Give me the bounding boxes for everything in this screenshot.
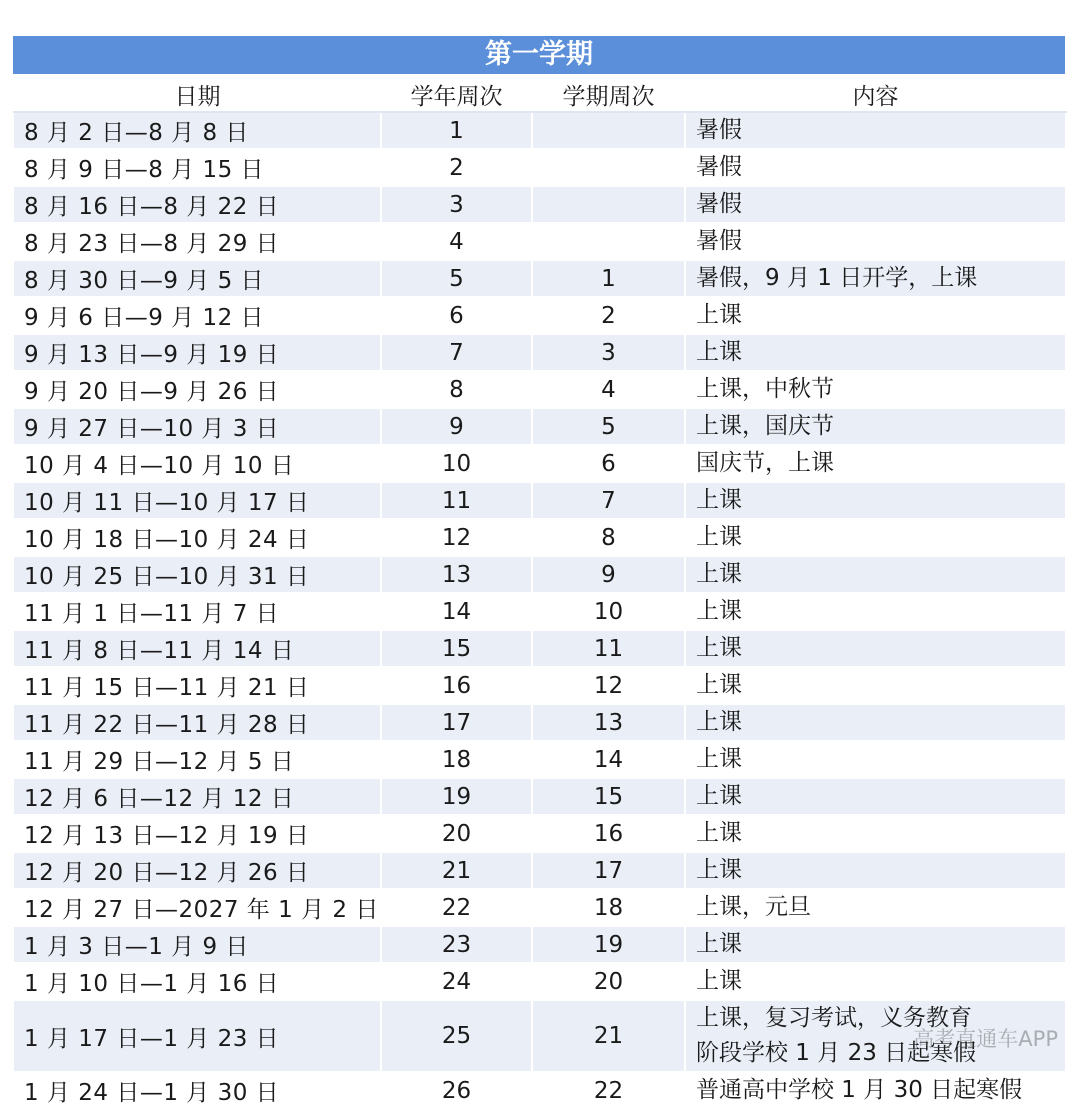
content-line: 暑假 <box>696 154 742 180</box>
cell-content <box>685 889 1066 926</box>
cell-date: 9 月 13 日—9 月 19 日 <box>14 334 381 371</box>
content-line: 上课 <box>696 820 742 846</box>
cell-term-week: 13 <box>532 704 685 741</box>
cell-year-week: 10 <box>381 445 532 482</box>
cell-content <box>685 741 1066 778</box>
cell-date: 10 月 11 日—10 月 17 日 <box>14 482 381 519</box>
cell-date: 12 月 20 日—12 月 26 日 <box>14 852 381 889</box>
cell-year-week: 18 <box>381 741 532 778</box>
cell-term-week: 9 <box>532 556 685 593</box>
cell-date: 8 月 2 日—8 月 8 日 <box>14 112 381 149</box>
cell-term-week: 10 <box>532 593 685 630</box>
cell-term-week <box>532 149 685 186</box>
cell-term-week: 5 <box>532 408 685 445</box>
cell-content <box>685 667 1066 704</box>
cell-year-week: 23 <box>381 926 532 963</box>
cell-year-week: 17 <box>381 704 532 741</box>
cell-year-week: 1 <box>381 112 532 149</box>
table-row <box>14 778 1066 815</box>
cell-term-week: 11 <box>532 630 685 667</box>
cell-date: 8 月 16 日—8 月 22 日 <box>14 186 381 223</box>
table-row <box>14 445 1066 482</box>
content-line: 上课 <box>696 968 742 994</box>
cell-date: 9 月 27 日—10 月 3 日 <box>14 408 381 445</box>
content-line: 上课 <box>696 746 742 772</box>
content-line: 暑假，9 月 1 日开学，上课 <box>696 265 978 291</box>
calendar-sheet <box>13 36 1065 1110</box>
content-line: 上课，国庆节 <box>696 413 834 439</box>
cell-term-week: 16 <box>532 815 685 852</box>
table-row <box>14 371 1066 408</box>
table-row <box>14 519 1066 556</box>
cell-content <box>685 186 1066 223</box>
header-date: 日期 <box>14 77 381 112</box>
cell-content <box>685 112 1066 149</box>
cell-year-week: 5 <box>381 260 532 297</box>
content-line: 上课，元旦 <box>696 894 811 920</box>
cell-date: 1 月 3 日—1 月 9 日 <box>14 926 381 963</box>
cell-content <box>685 482 1066 519</box>
cell-date: 11 月 29 日—12 月 5 日 <box>14 741 381 778</box>
cell-year-week: 2 <box>381 149 532 186</box>
cell-year-week: 19 <box>381 778 532 815</box>
cell-year-week: 20 <box>381 815 532 852</box>
cell-year-week: 16 <box>381 667 532 704</box>
cell-date: 11 月 22 日—11 月 28 日 <box>14 704 381 741</box>
cell-year-week: 13 <box>381 556 532 593</box>
cell-content <box>685 408 1066 445</box>
table-row <box>14 1072 1066 1109</box>
cell-year-week: 21 <box>381 852 532 889</box>
table-title: 第一学期 <box>13 36 1065 76</box>
content-line: 上课 <box>696 672 742 698</box>
content-line: 上课 <box>696 302 742 328</box>
table-row <box>14 852 1066 889</box>
table-row <box>14 704 1066 741</box>
cell-content <box>685 519 1066 556</box>
cell-term-week: 4 <box>532 371 685 408</box>
table-row <box>14 963 1066 1000</box>
cell-term-week: 6 <box>532 445 685 482</box>
cell-date: 1 月 17 日—1 月 23 日 <box>14 1000 381 1072</box>
cell-term-week: 15 <box>532 778 685 815</box>
table-row <box>14 1000 1066 1072</box>
cell-year-week: 8 <box>381 371 532 408</box>
content-line: 上课 <box>696 339 742 365</box>
table-row <box>14 334 1066 371</box>
content-line: 上课 <box>696 561 742 587</box>
header-year-week: 学年周次 <box>381 77 532 112</box>
content-line: 上课 <box>696 857 742 883</box>
cell-year-week: 26 <box>381 1072 532 1109</box>
content-line: 暑假 <box>696 117 742 143</box>
cell-content <box>685 260 1066 297</box>
content-line: 暑假 <box>696 191 742 217</box>
content-line: 上课 <box>696 783 742 809</box>
header-row <box>14 77 1066 112</box>
content-line: 国庆节，上课 <box>696 450 834 476</box>
cell-year-week: 14 <box>381 593 532 630</box>
table-row <box>14 593 1066 630</box>
cell-date: 12 月 6 日—12 月 12 日 <box>14 778 381 815</box>
cell-date: 1 月 10 日—1 月 16 日 <box>14 963 381 1000</box>
cell-date: 11 月 15 日—11 月 21 日 <box>14 667 381 704</box>
schedule-table <box>13 76 1067 1110</box>
header-content: 内容 <box>685 77 1066 112</box>
table-row <box>14 815 1066 852</box>
cell-date: 1 月 24 日—1 月 30 日 <box>14 1072 381 1109</box>
table-row <box>14 556 1066 593</box>
cell-term-week: 20 <box>532 963 685 1000</box>
cell-content <box>685 223 1066 260</box>
table-row <box>14 149 1066 186</box>
content-line: 上课 <box>696 487 742 513</box>
table-row <box>14 741 1066 778</box>
cell-content <box>685 593 1066 630</box>
table-row <box>14 260 1066 297</box>
cell-year-week: 4 <box>381 223 532 260</box>
cell-term-week: 17 <box>532 852 685 889</box>
table-row <box>14 186 1066 223</box>
cell-term-week: 2 <box>532 297 685 334</box>
table-row <box>14 112 1066 149</box>
content-line: 暑假 <box>696 228 742 254</box>
content-line: 上课 <box>696 635 742 661</box>
cell-date: 9 月 20 日—9 月 26 日 <box>14 371 381 408</box>
cell-content <box>685 556 1066 593</box>
cell-year-week: 3 <box>381 186 532 223</box>
cell-term-week: 8 <box>532 519 685 556</box>
table-row <box>14 926 1066 963</box>
cell-content <box>685 704 1066 741</box>
cell-date: 8 月 30 日—9 月 5 日 <box>14 260 381 297</box>
table-row <box>14 889 1066 926</box>
watermark: 高考直通车APP <box>913 1027 1058 1051</box>
cell-content <box>685 815 1066 852</box>
cell-term-week <box>532 186 685 223</box>
cell-year-week: 22 <box>381 889 532 926</box>
table-row <box>14 297 1066 334</box>
cell-content <box>685 371 1066 408</box>
cell-date: 11 月 1 日—11 月 7 日 <box>14 593 381 630</box>
cell-content <box>685 334 1066 371</box>
content-line: 阶段学校 1 月 23 日起寒假 <box>696 1040 977 1066</box>
cell-date: 10 月 4 日—10 月 10 日 <box>14 445 381 482</box>
cell-year-week: 11 <box>381 482 532 519</box>
cell-content <box>685 149 1066 186</box>
cell-content <box>685 297 1066 334</box>
cell-date: 12 月 13 日—12 月 19 日 <box>14 815 381 852</box>
cell-term-week: 22 <box>532 1072 685 1109</box>
cell-content <box>685 445 1066 482</box>
cell-year-week: 25 <box>381 1000 532 1072</box>
cell-year-week: 7 <box>381 334 532 371</box>
content-line: 上课 <box>696 931 742 957</box>
table-row <box>14 408 1066 445</box>
table-row <box>14 630 1066 667</box>
cell-term-week: 7 <box>532 482 685 519</box>
cell-term-week <box>532 223 685 260</box>
cell-content <box>685 630 1066 667</box>
cell-term-week: 18 <box>532 889 685 926</box>
cell-date: 10 月 18 日—10 月 24 日 <box>14 519 381 556</box>
cell-content <box>685 778 1066 815</box>
cell-term-week: 19 <box>532 926 685 963</box>
cell-term-week: 12 <box>532 667 685 704</box>
content-line: 上课，中秋节 <box>696 376 834 402</box>
content-line: 上课，复习考试，义务教育 <box>696 1005 972 1031</box>
cell-year-week: 9 <box>381 408 532 445</box>
content-line: 上课 <box>696 524 742 550</box>
cell-date: 12 月 27 日—2027 年 1 月 2 日 <box>14 889 381 926</box>
cell-term-week: 1 <box>532 260 685 297</box>
cell-content <box>685 926 1066 963</box>
cell-term-week: 3 <box>532 334 685 371</box>
cell-term-week <box>532 112 685 149</box>
header-term-week: 学期周次 <box>532 77 685 112</box>
cell-date: 10 月 25 日—10 月 31 日 <box>14 556 381 593</box>
cell-year-week: 15 <box>381 630 532 667</box>
cell-year-week: 24 <box>381 963 532 1000</box>
cell-date: 9 月 6 日—9 月 12 日 <box>14 297 381 334</box>
cell-content <box>685 852 1066 889</box>
cell-date: 8 月 23 日—8 月 29 日 <box>14 223 381 260</box>
cell-date: 11 月 8 日—11 月 14 日 <box>14 630 381 667</box>
cell-term-week: 21 <box>532 1000 685 1072</box>
cell-content <box>685 1072 1066 1109</box>
content-line: 上课 <box>696 598 742 624</box>
content-line: 普通高中学校 1 月 30 日起寒假 <box>696 1077 1023 1103</box>
table-row <box>14 667 1066 704</box>
cell-year-week: 6 <box>381 297 532 334</box>
cell-term-week: 14 <box>532 741 685 778</box>
cell-content <box>685 963 1066 1000</box>
cell-year-week: 12 <box>381 519 532 556</box>
table-row <box>14 482 1066 519</box>
table-row <box>14 223 1066 260</box>
cell-date: 8 月 9 日—8 月 15 日 <box>14 149 381 186</box>
content-line: 上课 <box>696 709 742 735</box>
